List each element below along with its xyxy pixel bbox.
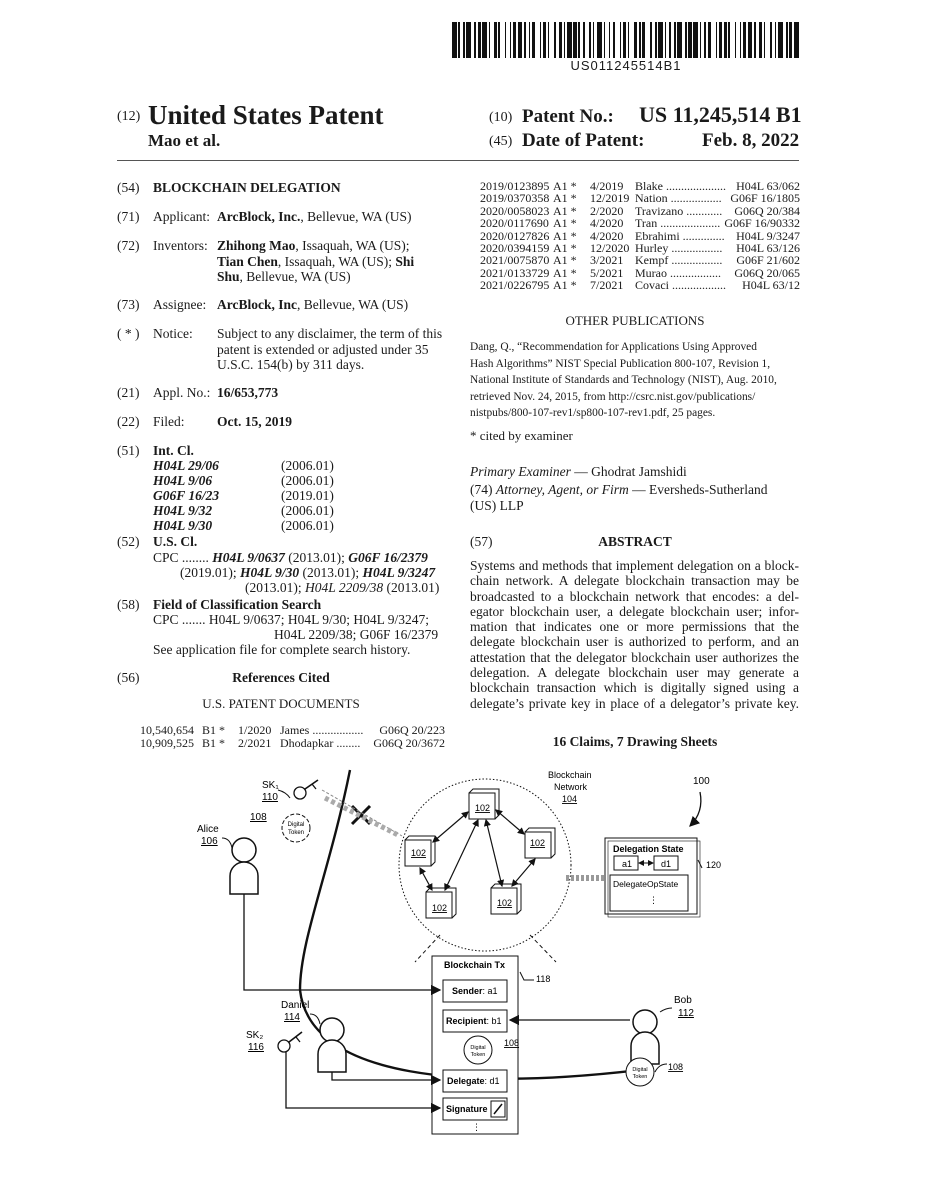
svg-text:⋮: ⋮ [649, 895, 658, 905]
int-cl-list [153, 458, 353, 533]
sk2-label: SK₂ [246, 1030, 264, 1041]
alice-label: Alice [197, 824, 219, 835]
primary-examiner: Primary Examiner — Ghodrat Jamshidi [470, 464, 687, 479]
field-of-search-label: Field of Classification Search [153, 597, 322, 612]
svg-text:Token: Token [632, 1074, 648, 1080]
svg-text:102: 102 [432, 903, 448, 913]
alice-user-icon [222, 838, 258, 894]
svg-text:Token: Token [470, 1052, 486, 1058]
int-cl-row: H04L 9/30 (2006.01) [153, 518, 334, 533]
svg-text:Recipient: b1: Recipient: b1 [446, 1016, 502, 1026]
reference-row: 2021/0226795 A1 * 7/2021 Covaci .................. H04L 63/12 [480, 278, 800, 293]
svg-text:⋮: ⋮ [472, 1122, 481, 1132]
figure-ref-arrow [690, 792, 701, 826]
int-cl-row: H04L 9/06 (2006.01) [153, 473, 334, 488]
svg-text:108: 108 [504, 1038, 520, 1048]
alice-ref: 106 [201, 836, 218, 847]
reference-row: 2019/0370358 A1 * 12/2019 Nation ................. G06F 16/1805 [480, 191, 800, 206]
bob-user-icon [631, 1008, 672, 1064]
svg-text:DelegateOpState: DelegateOpState [613, 879, 679, 889]
code-45: (45) [489, 134, 513, 149]
code-12: (12) [117, 109, 141, 124]
claims-count: 16 Claims, 7 Drawing Sheets [552, 734, 718, 749]
notice-label: Notice: [153, 326, 193, 341]
field-71-num: (71) [117, 209, 140, 224]
delegation-state-box [605, 838, 700, 917]
key-icon [278, 1032, 302, 1052]
field-58-num: (58) [117, 597, 140, 612]
barcode [452, 22, 800, 58]
field-73-num: (73) [117, 297, 140, 312]
network-ref: 104 [562, 794, 578, 804]
tx-ref: 118 [536, 974, 551, 984]
svg-text:Sender: a1: Sender: a1 [452, 986, 498, 996]
us-patent-docs-heading: U.S. PATENT DOCUMENTS [202, 696, 360, 711]
reference-row: 2020/0117690 A1 * 4/2020 Tran .................... G06F 16/90332 [480, 216, 800, 231]
appl-no: 16/653,773 [217, 385, 279, 400]
abstract-heading: ABSTRACT [598, 534, 672, 549]
svg-text:d1: d1 [661, 859, 672, 869]
patent-number: US 11,245,514 B1 [639, 102, 802, 127]
svg-text:Digital: Digital [632, 1067, 648, 1073]
field-52-num: (52) [117, 534, 140, 549]
svg-text:a1: a1 [622, 859, 633, 869]
field-51-num: (51) [117, 443, 140, 458]
node-links [420, 810, 535, 890]
network-label-2: Network [554, 782, 588, 792]
figure-ref: 100 [693, 776, 710, 787]
digital-token-icon [282, 814, 310, 842]
bob-token-leader [655, 1064, 667, 1072]
sk2-ref: 116 [248, 1042, 264, 1053]
us-cl-cpc: CPC ........ H04L 9/0637 (2013.01); G06F 16/2379 (2019.01); H04L 9/30 (2013.01); H04L 9/3247 (2013.01); H04L 2209/38 (2013.01) [153, 550, 440, 595]
daniel-label: Daniel [281, 1000, 310, 1011]
svg-text:Digital: Digital [287, 822, 305, 828]
svg-text:102: 102 [497, 898, 513, 908]
abstract-num: (57) [470, 534, 493, 549]
field-54-num: (54) [117, 180, 140, 195]
field-21-num: (21) [117, 385, 140, 400]
node-top [469, 789, 499, 819]
invention-title: BLOCKCHAIN DELEGATION [153, 180, 341, 195]
bob-token-ref: 108 [668, 1062, 684, 1072]
node-bottom-right [491, 884, 521, 914]
notice-num: ( * ) [117, 326, 140, 341]
daniel-ref: 114 [284, 1012, 300, 1023]
blockchain-tx-box [432, 956, 519, 1134]
appl-no-label: Appl. No.: [153, 385, 211, 400]
barcode-number: US011245514B1 [570, 58, 682, 73]
attorney: (74) Attorney, Agent, or Firm — Eversheds-Sutherland (US) LLP [470, 482, 768, 513]
right-reference-list [480, 180, 800, 292]
bob-label: Bob [674, 995, 692, 1006]
reference-row: 2020/0127826 A1 * 4/2020 Ebrahimi .............. H04L 9/3247 [480, 228, 800, 243]
svg-text:Digital: Digital [470, 1045, 486, 1051]
inventors: Zhihong Mao, Issaquah, WA (US); Tian Chen, Issaquah, WA (US); Shi Shu, Bellevue, WA (US) [217, 238, 415, 284]
reference-row: 2020/0058023 A1 * 2/2020 Travizano ............ G06Q 20/384 [480, 203, 800, 218]
filed-label: Filed: [153, 414, 185, 429]
date-of-patent-label: Date of Patent: [522, 130, 645, 151]
svg-text:102: 102 [411, 848, 427, 858]
reference-row: 10,909,525 B1 * 2/2021 Dhodapkar ........ G06Q 20/3672 [140, 735, 445, 750]
patent-no-label: Patent No.: [522, 106, 614, 127]
reference-row: 2021/0075870 A1 * 3/2021 Kempf ................. G06F 21/602 [480, 253, 800, 268]
svg-text:Token: Token [287, 830, 305, 836]
svg-text:Delegate: d1: Delegate: d1 [447, 1076, 500, 1086]
assignee-label: Assignee: [153, 297, 207, 312]
code-10: (10) [489, 110, 513, 125]
svg-text:Blockchain Tx: Blockchain Tx [444, 960, 506, 970]
us-cl-label: U.S. Cl. [153, 534, 198, 549]
field-of-search: CPC ....... H04L 9/0637; H04L 9/30; H04L 9/3247; H04L 2209/38; G06F 16/2379 See application file for complete search history. [153, 612, 439, 657]
date-of-patent: Feb. 8, 2022 [702, 130, 800, 151]
references-cited-heading: References Cited [232, 670, 330, 685]
tx-ref-leader [520, 972, 534, 980]
field-22-num: (22) [117, 414, 140, 429]
applicant: ArcBlock, Inc., Bellevue, WA (US) [217, 209, 412, 224]
svg-text:102: 102 [530, 838, 546, 848]
digital-token-icon [626, 1058, 654, 1086]
cited-by-examiner: * cited by examiner [470, 428, 573, 443]
other-publications-heading: OTHER PUBLICATIONS [565, 313, 705, 328]
reference-row: 2019/0123895 A1 * 4/2019 Blake .................... H04L 63/062 [480, 179, 800, 193]
representative-drawing [0, 760, 928, 1200]
token-ref-top: 108 [250, 812, 267, 823]
svg-text:102: 102 [475, 803, 491, 813]
daniel-user-icon [310, 1014, 346, 1072]
int-cl-label: Int. Cl. [153, 443, 194, 458]
assignee: ArcBlock, Inc, Bellevue, WA (US) [217, 297, 409, 312]
abstract-text: Systems and methods that implement delegation on a block- chain network. A delegate blockchain transaction may be broadcasted to a blockchain network that encodes: a del- egator blockchain user, a delegate blockchain user; infor- mation that indicates one or more permissions that the delegate blockchain user is authorized to perform, and an attestation that the delegator blockchain user authorizes the delegation. A delegate blockchain user may generate a blockchain transaction which is digitally signed using a delegate’s private key in place of a delegator’s private key. [470, 558, 799, 711]
document-type-title: United States Patent [148, 100, 384, 130]
key-icon [278, 780, 318, 799]
authors: Mao et al. [148, 131, 221, 150]
svg-text:Delegation State: Delegation State [613, 844, 684, 854]
notice-text: Subject to any disclaimer, the term of this patent is extended or adjusted under 35 U.S.C. 154(b) by 311 days. [217, 326, 443, 372]
reference-row: 10,540,654 B1 * 1/2020 James ................. G06Q 20/223 [140, 723, 445, 737]
sk1-ref: 110 [262, 792, 278, 803]
reference-row: 2021/0133729 A1 * 5/2021 Murao ................. G06Q 20/065 [480, 265, 800, 280]
int-cl-row: G06F 16/23 (2019.01) [153, 488, 334, 503]
bob-ref: 112 [678, 1008, 694, 1019]
int-cl-row: H04L 29/06 (2006.01) [153, 458, 334, 473]
node-right [525, 828, 555, 858]
int-cl-row: H04L 9/32 (2006.01) [153, 503, 334, 518]
other-publications: Dang, Q., “Recommendation for Applications Using Approved Hash Algorithms” NIST Special Publication 800-107, Revision 1, National Institute of Standards and Technology (NIST), Aug. 2010, retrieved Nov. 24, 2015, from http://csrc.nist.gov/publications/ nistpubs/800-107-rev1/sp800-107-rev1.pdf, 25 pages. [470, 341, 777, 420]
applicant-label: Applicant: [153, 209, 210, 224]
sk1-label: SK₁ [262, 780, 279, 791]
network-label-1: Blockchain [548, 770, 592, 780]
field-56-num: (56) [117, 670, 140, 685]
header-rule [117, 160, 799, 161]
svg-text:Signature: Signature [446, 1104, 488, 1114]
node-bottom-left [426, 888, 456, 918]
filed-date: Oct. 15, 2019 [217, 414, 292, 429]
state-ref: 120 [706, 860, 722, 870]
inventors-label: Inventors: [153, 238, 208, 253]
field-72-num: (72) [117, 238, 140, 253]
reference-row: 2020/0394159 A1 * 12/2020 Hurley ................. H04L 63/126 [480, 240, 800, 255]
zoom-line-right [530, 935, 556, 962]
node-left [405, 836, 435, 866]
left-reference-list [140, 724, 450, 749]
